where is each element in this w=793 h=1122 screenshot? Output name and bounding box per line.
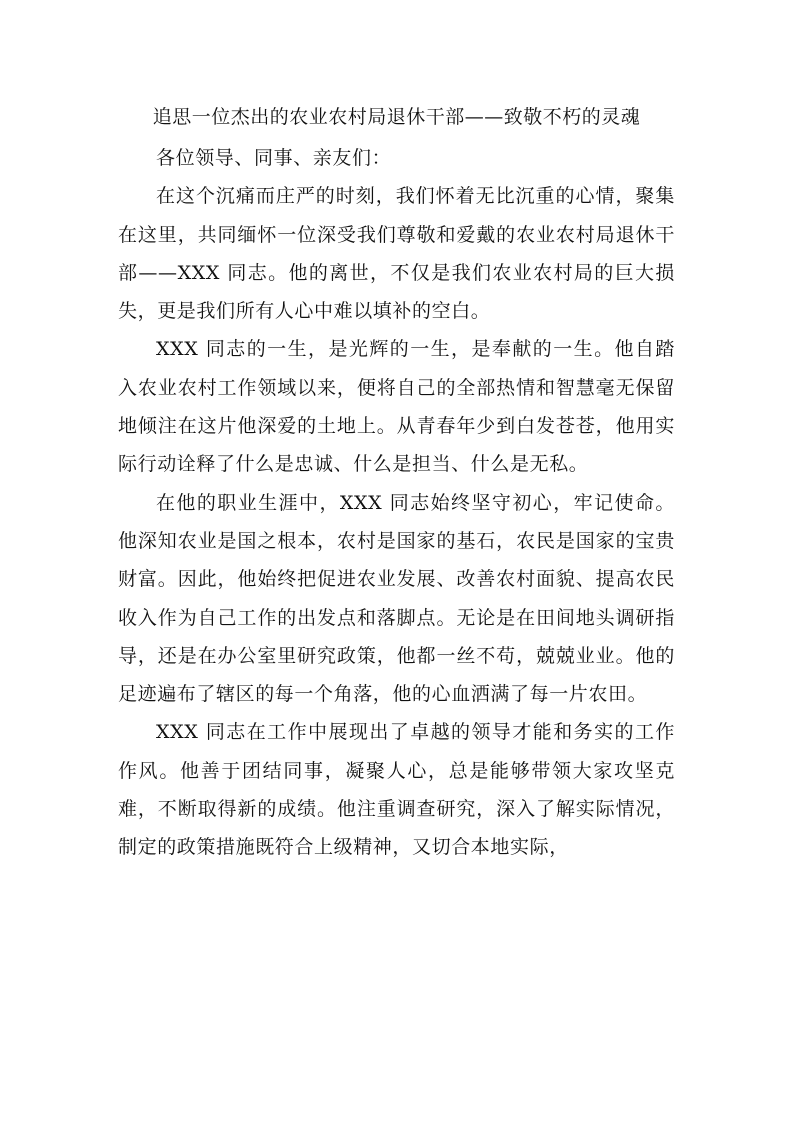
document-title: 追思一位杰出的农业农村局退休干部——致敬不朽的灵魂 — [152, 106, 641, 128]
body-paragraph: XXX 同志在工作中展现出了卓越的领导才能和务实的工作作风。他善于团结同事，凝聚人心，总是能够带领大家攻坚克难，不断取得新的成绩。他注重调查研究，深入了解实际情况，制定的政策措施既符合上级精神，又切合本地实际， — [118, 721, 675, 859]
salutation-paragraph: 各位领导、同事、亲友们： — [156, 147, 392, 169]
body-paragraph: 在他的职业生涯中，XXX 同志始终坚守初心，牢记使命。他深知农业是国之根本，农村是国家的基石，农民是国家的宝贵财富。因此，他始终把促进农业发展、改善农村面貌、提高农民收入作为自己工作的出发点和落脚点。无论是在田间地头调研指导，还是在办公室里研究政策，他都一丝不苟，兢兢业业。他的足迹遍布了辖区的每一个角落，他的心血洒满了每一片农田。 — [118, 491, 675, 706]
body-paragraph: XXX 同志的一生，是光辉的一生，是奉献的一生。他自踏入农业农村工作领域以来，便将自己的全部热情和智慧毫无保留地倾注在这片他深爱的土地上。从青春年少到白发苍苍，他用实际行动诠释了什么是忠诚、什么是担当、什么是无私。 — [118, 338, 675, 476]
body-paragraph: 在这个沉痛而庄严的时刻，我们怀着无比沉重的心情，聚集在这里，共同缅怀一位深受我们尊敬和爱戴的农业农村局退休干部——XXX 同志。他的离世，不仅是我们农业农村局的巨大损失，更是我们所有人心中难以填补的空白。 — [118, 185, 675, 323]
